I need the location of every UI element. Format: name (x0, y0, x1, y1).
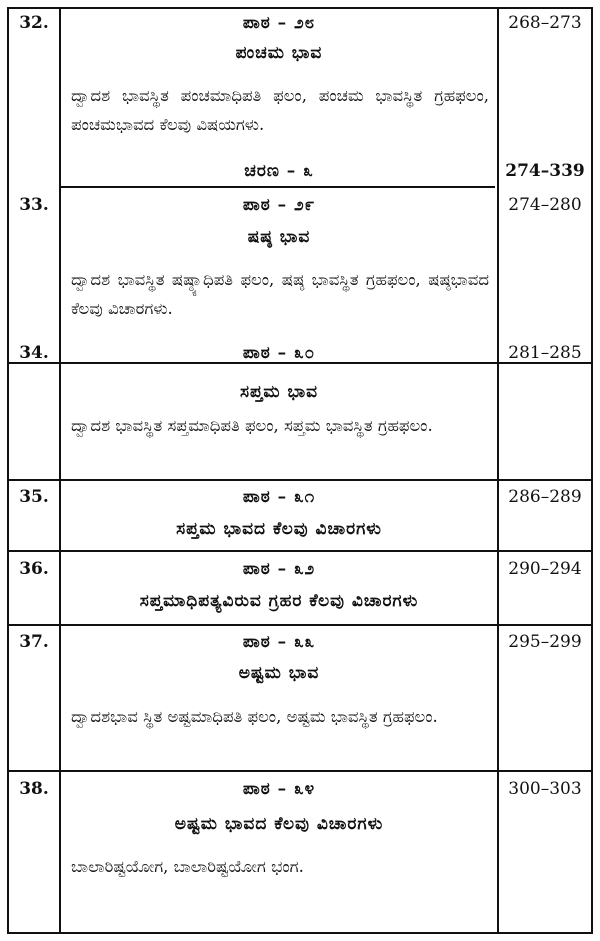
page-range: 300–303 (508, 779, 582, 799)
lesson-heading: ಪಾಠ – ೩೧ (242, 487, 316, 507)
lesson-description: ದ್ವಾದಶಭಾವ ಸ್ಥಿತ ಅಷ್ಟಮಾಧಿಪತಿ ಫಲಂ, ಅಷ್ಟಮ ಭಾವಸ್ಥಿತ ಗ್ರಹಫಲಂ. (71, 707, 438, 726)
lesson-title: ಸಪ್ತಮಾಧಿಪತ್ಯವಿರುವ ಗ್ರಹರ ಕೆಲವು ವಿಚಾರಗಳು (139, 591, 419, 611)
lesson-title: ಸಪ್ತಮ ಭಾವ (240, 382, 318, 402)
lesson-heading: ಪಾಠ – ೨೯ (242, 195, 316, 215)
lesson-description: ದ್ವಾದಶ ಭಾವಸ್ಥಿತ ಪಂಚಮಾಧಿಪತಿ ಫಲಂ, ಪಂಚಮ ಭಾವಸ್ಥಿತ ಗ್ರಹಫಲಂ, ಪಂಚಮಭಾವದ ಕೆಲವು ವಿಷಯಗಳು. (71, 86, 489, 134)
lesson-heading: ಪಾಠ – ೩೨ (242, 559, 316, 579)
row-divider (9, 770, 591, 772)
entry-number: 37. (19, 632, 49, 652)
entry-number: 33. (19, 195, 49, 215)
row-divider (9, 479, 591, 481)
row-divider (59, 186, 495, 188)
page-range: 286–289 (508, 487, 582, 507)
lesson-description: ಬಾಲಾರಿಷ್ಟಯೋಗ, ಬಾಲಾರಿಷ್ಟಯೋಗ ಭಂಗ. (71, 857, 304, 876)
row-divider (9, 362, 591, 364)
page-range: 274–280 (508, 195, 582, 215)
lesson-heading: ಪಾಠ – ೩೦ (242, 343, 316, 363)
lesson-title: ಅಷ್ಟಮ ಭಾವ (238, 663, 320, 683)
page-range: 281–285 (508, 343, 582, 363)
lesson-title: ಪಂಚಮ ಭಾವ (235, 43, 323, 63)
entry-number: 34. (19, 343, 49, 363)
lesson-heading: ಪಾಠ – ೩೩ (242, 632, 316, 652)
row-divider (9, 550, 591, 552)
row-divider (9, 624, 591, 626)
page-range: 268–273 (508, 13, 582, 33)
entry-number: 35. (19, 487, 49, 507)
contents-table (7, 7, 593, 934)
entry-number: 36. (19, 559, 49, 579)
page-range: 295–299 (508, 632, 582, 652)
lesson-title: ಷಷ್ಠ ಭಾವ (247, 227, 311, 247)
lesson-title: ಅಷ್ಟಮ ಭಾವದ ಕೆಲವು ವಿಚಾರಗಳು (174, 814, 384, 834)
lesson-heading: ಪಾಠ – ೨೮ (242, 13, 316, 33)
section-page-range: 274–339 (505, 161, 585, 181)
lesson-description: ದ್ವಾದಶ ಭಾವಸ್ಥಿತ ಸಪ್ತಮಾಧಿಪತಿ ಫಲಂ, ಸಪ್ತಮ ಭಾವಸ್ಥಿತ ಗ್ರಹಫಲಂ. (71, 416, 433, 435)
page-range: 290–294 (508, 559, 582, 579)
section-heading: ಚರಣ – ೩ (244, 161, 314, 181)
lesson-heading: ಪಾಠ – ೩೪ (242, 779, 316, 799)
lesson-title: ಸಪ್ತಮ ಭಾವದ ಕೆಲವು ವಿಚಾರಗಳು (176, 519, 382, 539)
entry-number: 32. (19, 13, 49, 33)
lesson-description: ದ್ವಾದಶ ಭಾವಸ್ಥಿತ ಷಷ್ಠ್ಯಾಧಿಪತಿ ಫಲಂ, ಷಷ್ಠ ಭಾವಸ್ಥಿತ ಗ್ರಹಫಲಂ, ಷಷ್ಠಭಾವದ ಕೆಲವು ವಿಚಾರಗಳು. (71, 270, 489, 318)
entry-number: 38. (19, 779, 49, 799)
